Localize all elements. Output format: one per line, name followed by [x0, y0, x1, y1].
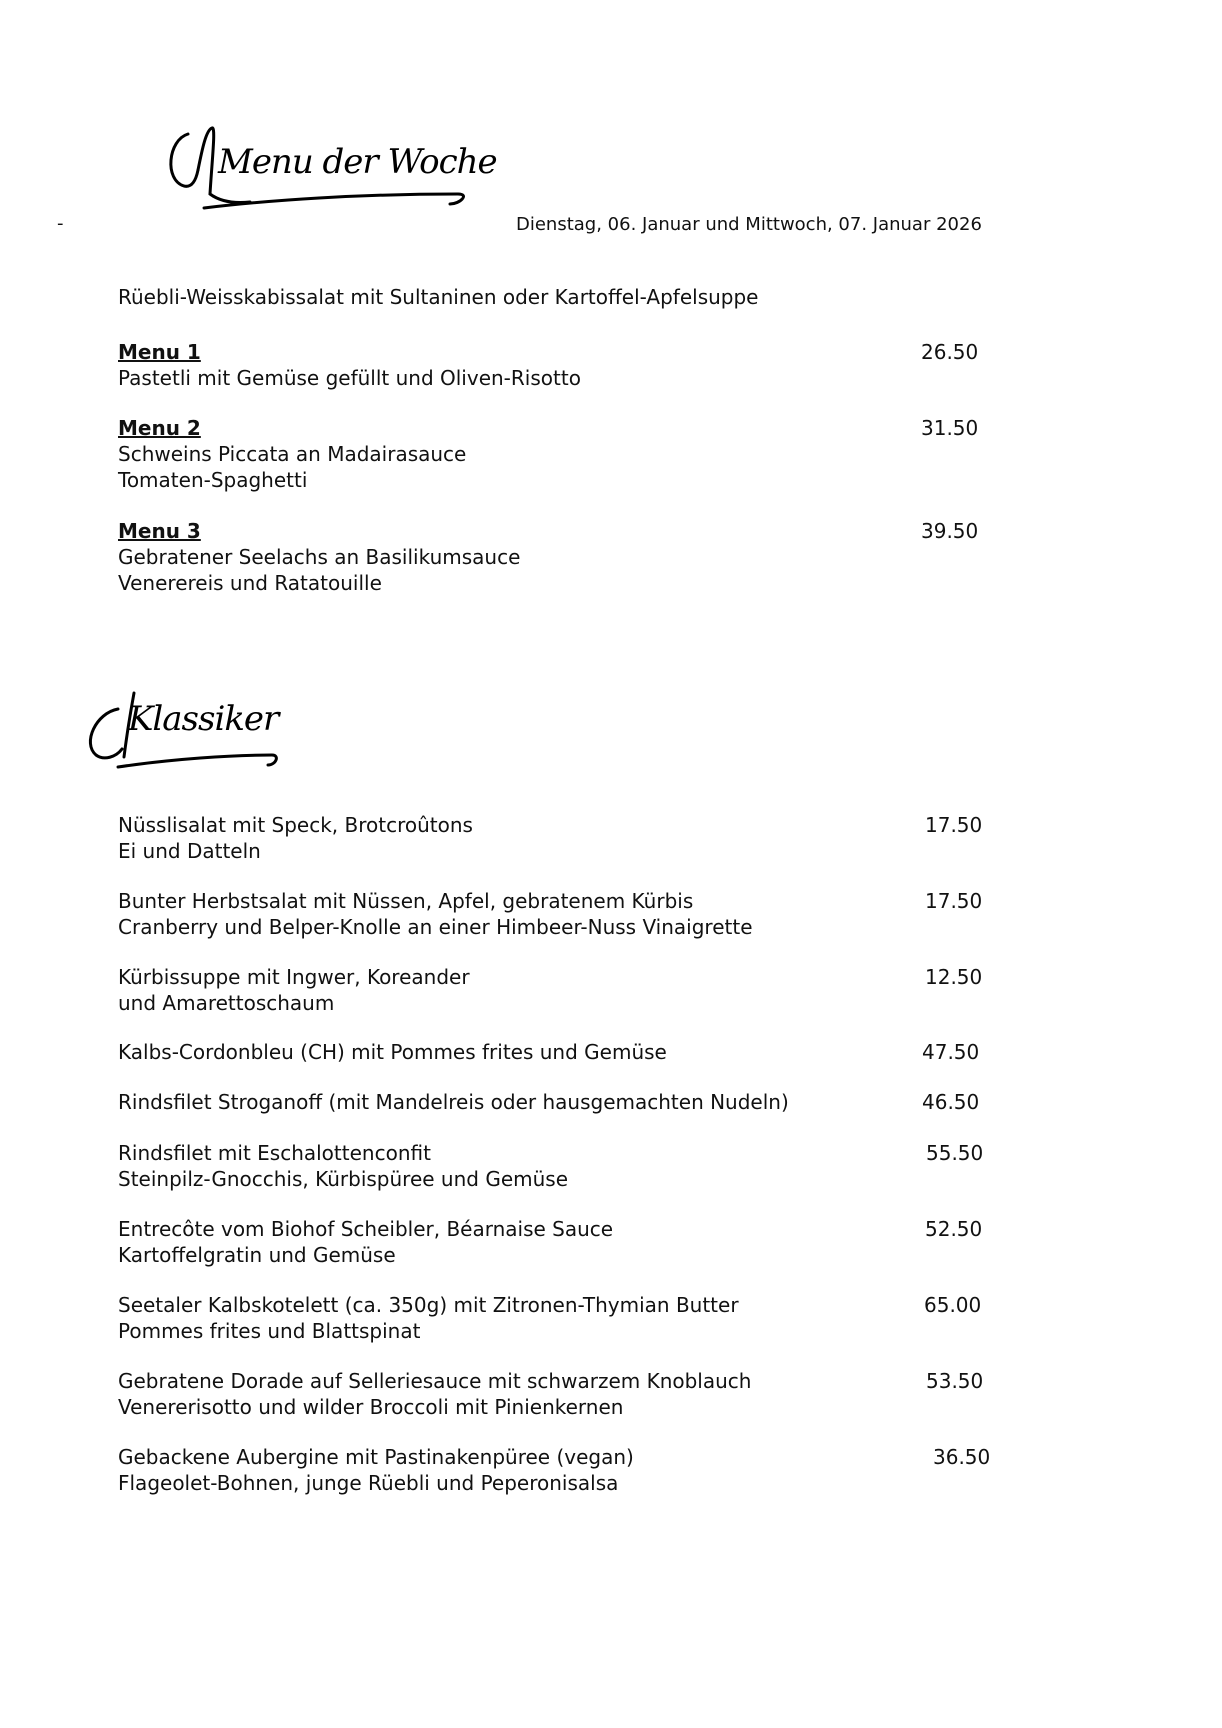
classic-item-line: Steinpilz-Gnocchis, Kürbispüree und Gemüse: [118, 1167, 568, 1191]
classic-item-price: 17.50: [925, 889, 983, 913]
classic-item-line: Entrecôte vom Biohof Scheibler, Béarnaise Sauce: [118, 1217, 614, 1241]
classic-item: [118, 1368, 998, 1420]
classic-item-line: Kartoffelgratin und Gemüse: [118, 1243, 396, 1267]
classic-item: [118, 812, 998, 864]
weekly-menu-title-text: Menu der Woche: [218, 142, 497, 182]
classic-item-price: 55.50: [926, 1141, 984, 1165]
menu-date: Dienstag, 06. Januar und Mittwoch, 07. Januar 2026: [516, 214, 982, 235]
menu-heading: Menu 2: [118, 416, 201, 440]
menu-price: 26.50: [921, 340, 979, 364]
classic-item-line: Gebratene Dorade auf Selleriesauce mit schwarzem Knoblauch: [118, 1369, 752, 1393]
classic-item-line: Seetaler Kalbskotelett (ca. 350g) mit Zitronen-Thymian Butter: [118, 1293, 739, 1317]
page-dash: -: [57, 213, 64, 234]
classics-title: [82, 685, 292, 775]
weekly-menu-title: [160, 120, 497, 210]
menu-description: Tomaten-Spaghetti: [118, 468, 308, 492]
weekly-menu-1: [118, 339, 998, 391]
weekly-menu-2: [118, 415, 998, 493]
classic-item-line: und Amarettoschaum: [118, 991, 335, 1015]
classic-item-line: Kalbs-Cordonbleu (CH) mit Pommes frites und Gemüse: [118, 1040, 667, 1064]
menu-price: 31.50: [921, 416, 979, 440]
classic-item: [118, 1292, 998, 1344]
classic-item-line: Rindsfilet mit Eschalottenconfit: [118, 1141, 431, 1165]
classic-item-line: Venererisotto und wilder Broccoli mit Pinienkernen: [118, 1395, 624, 1419]
classic-item-line: Flageolet-Bohnen, junge Rüebli und Peperonisalsa: [118, 1471, 619, 1495]
classic-item-price: 36.50: [933, 1445, 991, 1469]
classic-item-price: 47.50: [922, 1040, 980, 1064]
classic-item-price: 12.50: [925, 965, 983, 989]
menu-description: Gebratener Seelachs an Basilikumsauce: [118, 545, 521, 569]
classic-item-line: Pommes frites und Blattspinat: [118, 1319, 421, 1343]
weekly-starter: Rüebli-Weisskabissalat mit Sultaninen oder Kartoffel-Apfelsuppe: [118, 285, 759, 309]
menu-description: Pastetli mit Gemüse gefüllt und Oliven-Risotto: [118, 366, 581, 390]
menu-price: 39.50: [921, 519, 979, 543]
menu-heading: Menu 3: [118, 519, 201, 543]
classic-item-line: Nüsslisalat mit Speck, Brotcroûtons: [118, 813, 473, 837]
classic-item: [118, 888, 998, 940]
classic-item-line: Bunter Herbstsalat mit Nüssen, Apfel, gebratenem Kürbis: [118, 889, 694, 913]
classic-item-price: 65.00: [924, 1293, 982, 1317]
classic-item: [118, 1039, 998, 1065]
classic-item-line: Rindsfilet Stroganoff (mit Mandelreis oder hausgemachten Nudeln): [118, 1090, 789, 1114]
menu-description: Venerereis und Ratatouille: [118, 571, 382, 595]
classic-item-price: 52.50: [925, 1217, 983, 1241]
classic-item: [118, 1089, 998, 1115]
classic-item: [118, 964, 998, 1016]
classic-item-price: 46.50: [922, 1090, 980, 1114]
classics-title-text: Klassiker: [128, 699, 279, 739]
classic-item-price: 17.50: [925, 813, 983, 837]
classic-item-line: Kürbissuppe mit Ingwer, Koreander: [118, 965, 470, 989]
classic-item-line: Gebackene Aubergine mit Pastinakenpüree (vegan): [118, 1445, 634, 1469]
classic-item-line: Cranberry und Belper-Knolle an einer Himbeer-Nuss Vinaigrette: [118, 915, 753, 939]
classic-item: [118, 1216, 998, 1268]
weekly-menu-3: [118, 518, 998, 596]
classic-item-price: 53.50: [926, 1369, 984, 1393]
menu-description: Schweins Piccata an Madairasauce: [118, 442, 467, 466]
classic-item: [118, 1140, 998, 1192]
classic-item-line: Ei und Datteln: [118, 839, 261, 863]
menu-heading: Menu 1: [118, 340, 201, 364]
classic-item: [118, 1444, 998, 1496]
